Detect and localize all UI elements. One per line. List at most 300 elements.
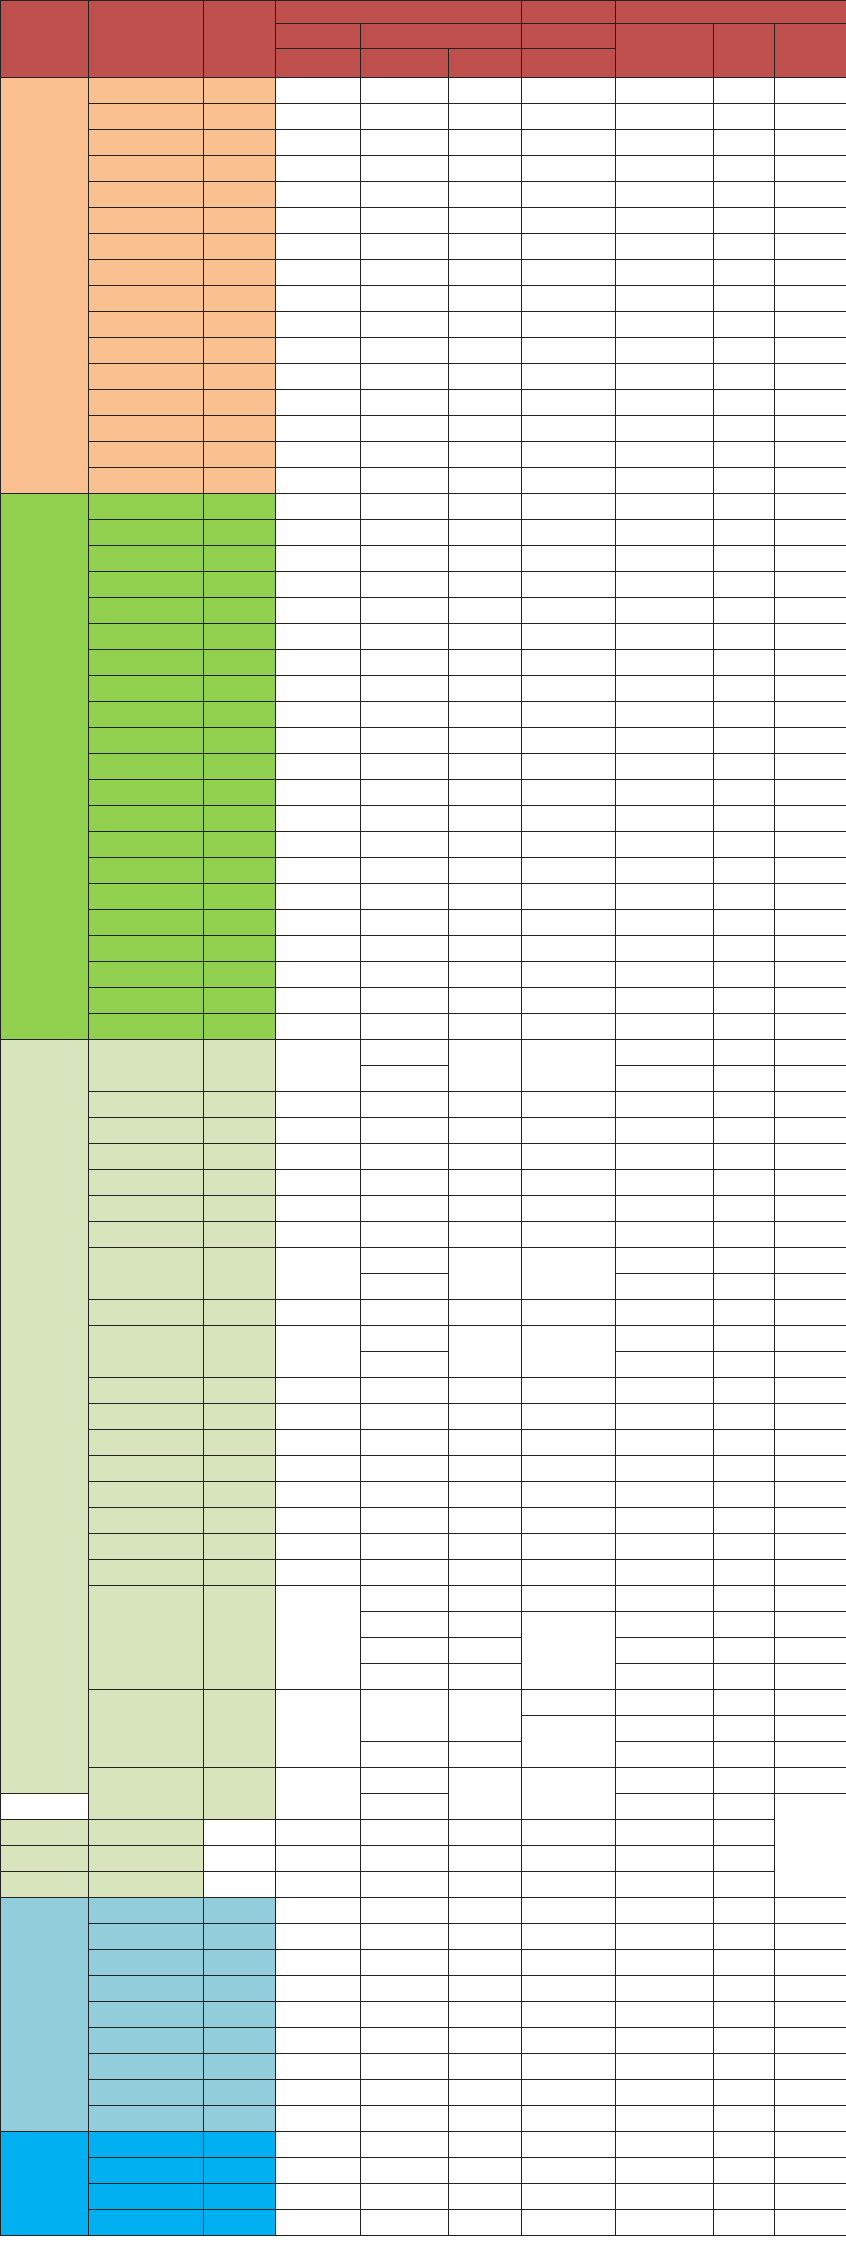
- limit-count-cell: [775, 2028, 846, 2054]
- variety-code: [204, 832, 276, 858]
- variety-code: [204, 2106, 276, 2132]
- special-contract: [361, 702, 449, 728]
- header-limit-info: [616, 1, 846, 24]
- limit-count-cell: [775, 1092, 846, 1118]
- limit-contract-cell: [616, 2158, 714, 2184]
- table-row: [1, 2106, 846, 2132]
- limit-contract-cell: [616, 1378, 714, 1404]
- limit-board-cell: [714, 1144, 775, 1170]
- limit-count-cell: [775, 1690, 846, 1716]
- variety-name: [89, 1404, 204, 1430]
- limit-contract-cell: [616, 650, 714, 676]
- limit-normal: [522, 1560, 616, 1586]
- variety-code: [204, 1430, 276, 1456]
- limit-board-cell: [714, 1508, 775, 1534]
- special-contract: [361, 728, 449, 754]
- limit-contract-cell: [522, 1872, 616, 1898]
- header-count: [775, 24, 846, 78]
- variety-name: [89, 2184, 204, 2210]
- limit-count-cell: [775, 858, 846, 884]
- variety-name: [89, 442, 204, 468]
- limit-contract-cell: [616, 494, 714, 520]
- variety-code: [204, 442, 276, 468]
- special-contract: [361, 182, 449, 208]
- exchange-zz: [1, 1040, 89, 1794]
- variety-code: [204, 1170, 276, 1196]
- special-contract: [361, 1066, 449, 1092]
- limit-count-cell: [775, 364, 846, 390]
- limit-count-cell: [775, 1144, 846, 1170]
- variety-code: [204, 702, 276, 728]
- variety-name: [89, 676, 204, 702]
- limit-contract-cell: [616, 1118, 714, 1144]
- special-contract: [361, 910, 449, 936]
- limit-board-cell: [714, 1690, 775, 1716]
- variety-name: [89, 260, 204, 286]
- special-ratio: [449, 572, 522, 598]
- variety-code: [204, 364, 276, 390]
- limit-board-cell: [714, 546, 775, 572]
- margin-normal: [276, 1170, 361, 1196]
- limit-contract-cell: [616, 520, 714, 546]
- margin-normal: [276, 1430, 361, 1456]
- special-contract: [361, 130, 449, 156]
- limit-board-cell: [714, 1222, 775, 1248]
- limit-contract-cell: [616, 754, 714, 780]
- limit-board-cell: [714, 806, 775, 832]
- limit-count-cell: [775, 780, 846, 806]
- special-ratio: [449, 416, 522, 442]
- variety-code: [204, 1248, 276, 1300]
- limit-count-cell: [775, 1196, 846, 1222]
- variety-name: [89, 208, 204, 234]
- limit-contract-cell: [616, 1976, 714, 2002]
- limit-contract-cell: [616, 884, 714, 910]
- limit-board-cell: [714, 1274, 775, 1300]
- variety-name: [89, 286, 204, 312]
- table-row: [1, 1690, 846, 1716]
- margin-normal: [276, 754, 361, 780]
- variety-code: [89, 1846, 204, 1872]
- variety-code: [204, 1196, 276, 1222]
- special-ratio: [449, 520, 522, 546]
- limit-count-cell: [775, 1170, 846, 1196]
- limit-normal: [522, 1170, 616, 1196]
- special-ratio: [449, 286, 522, 312]
- limit-count-cell: [775, 2210, 846, 2236]
- variety-code: [204, 1534, 276, 1560]
- header-limit-range: [522, 1, 616, 24]
- special-ratio: [449, 832, 522, 858]
- variety-name: [89, 494, 204, 520]
- limit-board-cell: [714, 156, 775, 182]
- margin-normal: [276, 1482, 361, 1508]
- exchange-zj: [1, 1898, 89, 2132]
- table-row: [1, 1222, 846, 1248]
- limit-count-cell: [775, 2054, 846, 2080]
- variety-code: [204, 780, 276, 806]
- limit-board-cell: [714, 1040, 775, 1066]
- special-contract: [361, 2184, 449, 2210]
- variety-code: [204, 754, 276, 780]
- variety-name: [89, 832, 204, 858]
- variety-code: [204, 312, 276, 338]
- variety-name: [89, 416, 204, 442]
- limit-contract-cell: [616, 1040, 714, 1066]
- special-contract: [361, 2002, 449, 2028]
- limit-normal: [522, 1222, 616, 1248]
- table-row: [1, 1196, 846, 1222]
- limit-normal: [522, 494, 616, 520]
- variety-code: [204, 650, 276, 676]
- table-row: [1, 676, 846, 702]
- limit-board-cell: [714, 1378, 775, 1404]
- variety-code: [204, 806, 276, 832]
- header-code: [204, 1, 276, 78]
- limit-normal: [522, 1014, 616, 1040]
- special-contract: [361, 1300, 449, 1326]
- special-ratio: [449, 1482, 522, 1508]
- limit-contract-cell: [616, 338, 714, 364]
- variety-code: [204, 624, 276, 650]
- header-other-standard: [361, 24, 522, 49]
- margin-normal: [276, 884, 361, 910]
- margin-normal: [276, 572, 361, 598]
- exchange-dl: [1, 494, 89, 1040]
- variety-code: [204, 1768, 276, 1820]
- variety-name: [89, 1014, 204, 1040]
- margin-normal: [276, 858, 361, 884]
- limit-count-cell: [775, 1742, 846, 1768]
- special-ratio: [449, 1924, 522, 1950]
- limit-contract-cell: [616, 1456, 714, 1482]
- limit-board-cell: [714, 728, 775, 754]
- limit-contract-cell: [616, 1638, 714, 1664]
- variety-name: [89, 598, 204, 624]
- limit-contract-cell: [616, 702, 714, 728]
- limit-count-cell: [775, 520, 846, 546]
- margin-normal: [276, 1040, 361, 1092]
- special-ratio: [449, 1534, 522, 1560]
- special-contract: [361, 1378, 449, 1404]
- special-contract: [361, 2080, 449, 2106]
- limit-contract-cell: [616, 104, 714, 130]
- variety-code: [204, 2002, 276, 2028]
- margin-normal: [276, 1092, 361, 1118]
- table-row: [1, 1586, 846, 1612]
- special-ratio: [449, 1560, 522, 1586]
- limit-normal: [522, 650, 616, 676]
- special-contract: [361, 1170, 449, 1196]
- limit-contract-cell: [616, 1898, 714, 1924]
- limit-board-cell: [714, 832, 775, 858]
- variety-name: [89, 962, 204, 988]
- variety-code: [204, 936, 276, 962]
- limit-normal: [522, 130, 616, 156]
- limit-count-cell: [775, 910, 846, 936]
- limit-count-cell: [775, 1560, 846, 1586]
- limit-count-cell: [775, 1118, 846, 1144]
- limit-board-cell: [714, 2210, 775, 2236]
- limit-board-cell: [714, 1924, 775, 1950]
- limit-board-cell: [714, 494, 775, 520]
- margin-normal: [276, 910, 361, 936]
- limit-board-cell: [714, 1742, 775, 1768]
- variety-code: [204, 598, 276, 624]
- table-row: [1, 390, 846, 416]
- variety-name: [89, 1898, 204, 1924]
- limit-board-cell: [714, 2002, 775, 2028]
- margin-normal: [276, 936, 361, 962]
- margin-normal: [276, 650, 361, 676]
- table-row: [1, 2158, 846, 2184]
- variety-code: [204, 2184, 276, 2210]
- limit-contract-cell: [616, 1014, 714, 1040]
- header-normal-a: [276, 24, 361, 49]
- special-ratio: [449, 1638, 522, 1664]
- special-ratio: [449, 624, 522, 650]
- variety-code: [204, 1326, 276, 1378]
- special-contract: [361, 338, 449, 364]
- variety-code: [204, 208, 276, 234]
- table-row: [1, 650, 846, 676]
- special-ratio: [449, 1248, 522, 1300]
- limit-count-cell: [775, 1326, 846, 1352]
- variety-code: [204, 1092, 276, 1118]
- special-ratio: [449, 546, 522, 572]
- variety-code: [204, 520, 276, 546]
- special-contract: [361, 104, 449, 130]
- limit-normal: [522, 702, 616, 728]
- variety-name: [89, 1196, 204, 1222]
- limit-board-cell: [714, 962, 775, 988]
- special-ratio: [449, 2002, 522, 2028]
- variety-name: [89, 1586, 204, 1690]
- limit-normal: [522, 806, 616, 832]
- variety-name: [89, 182, 204, 208]
- limit-board-cell: [714, 1196, 775, 1222]
- special-contract: [361, 468, 449, 494]
- variety-name: [1, 1820, 89, 1846]
- special-ratio: [361, 1872, 449, 1898]
- limit-normal: [522, 1378, 616, 1404]
- limit-count-cell: [775, 884, 846, 910]
- margin-normal: [276, 1378, 361, 1404]
- special-ratio: [449, 2132, 522, 2158]
- limit-contract-cell: [616, 1352, 714, 1378]
- special-ratio: [449, 2184, 522, 2210]
- limit-board-cell: [714, 2106, 775, 2132]
- limit-board-cell: [714, 234, 775, 260]
- limit-normal: [522, 2106, 616, 2132]
- limit-count-cell: [775, 1014, 846, 1040]
- limit-normal: [522, 546, 616, 572]
- variety-name: [89, 1248, 204, 1300]
- limit-board-cell: [714, 2184, 775, 2210]
- variety-code: [204, 728, 276, 754]
- header-margin-ratio: [276, 1, 522, 24]
- limit-contract-cell: [616, 546, 714, 572]
- limit-normal: [449, 1820, 522, 1846]
- special-ratio: [449, 1222, 522, 1248]
- header-contract-b: [616, 24, 714, 78]
- table-row: [1, 1300, 846, 1326]
- limit-normal: [522, 1482, 616, 1508]
- exchange-ny: [1, 2132, 89, 2236]
- special-ratio: [449, 1430, 522, 1456]
- limit-contract-cell: [616, 416, 714, 442]
- special-ratio: [449, 1326, 522, 1378]
- limit-board-cell: [714, 1352, 775, 1378]
- special-ratio: [449, 962, 522, 988]
- limit-contract-cell: [616, 728, 714, 754]
- special-ratio: [449, 1404, 522, 1430]
- limit-normal: [522, 416, 616, 442]
- limit-contract-cell: [616, 2054, 714, 2080]
- limit-contract-cell: [616, 1716, 714, 1742]
- margin-normal: [276, 1196, 361, 1222]
- variety-name: [89, 1170, 204, 1196]
- margin-normal: [276, 962, 361, 988]
- limit-normal: [522, 1768, 616, 1820]
- variety-name: [89, 858, 204, 884]
- limit-board-cell: [714, 676, 775, 702]
- variety-code: [89, 1872, 204, 1898]
- special-ratio: [449, 1040, 522, 1092]
- limit-contract-cell: [616, 2132, 714, 2158]
- special-ratio: [449, 598, 522, 624]
- limit-count-cell: [714, 1872, 775, 1898]
- variety-code: [204, 260, 276, 286]
- special-contract: [361, 676, 449, 702]
- margin-normal: [276, 1534, 361, 1560]
- margin-normal: [276, 2028, 361, 2054]
- limit-contract-cell: [616, 1742, 714, 1768]
- table-row: [1, 1014, 846, 1040]
- special-contract: [361, 364, 449, 390]
- table-row: [1, 572, 846, 598]
- limit-normal: [449, 1872, 522, 1898]
- table-row: [1, 1326, 846, 1352]
- variety-code: [204, 130, 276, 156]
- limit-contract-cell: [616, 1508, 714, 1534]
- table-row: [1, 2054, 846, 2080]
- variety-code: [204, 1404, 276, 1430]
- special-contract: [361, 858, 449, 884]
- variety-name: [89, 1326, 204, 1378]
- limit-contract-cell: [616, 130, 714, 156]
- limit-contract-cell: [616, 2028, 714, 2054]
- table-row: [1, 1092, 846, 1118]
- variety-name: [89, 130, 204, 156]
- margin-normal: [276, 2002, 361, 2028]
- limit-count-cell: [775, 1378, 846, 1404]
- limit-contract-cell: [616, 260, 714, 286]
- limit-count-cell: [775, 2080, 846, 2106]
- limit-board-cell: [714, 2132, 775, 2158]
- limit-count-cell: [775, 78, 846, 104]
- variety-name: [89, 1040, 204, 1092]
- variety-name: [89, 1430, 204, 1456]
- limit-board-cell: [714, 312, 775, 338]
- margin-normal: [276, 1508, 361, 1534]
- limit-contract-cell: [522, 1820, 616, 1846]
- limit-normal: [522, 1534, 616, 1560]
- table-row: [1, 1846, 846, 1872]
- variety-name: [89, 520, 204, 546]
- limit-normal: [522, 988, 616, 1014]
- table-row: [1, 260, 846, 286]
- limit-normal: [522, 468, 616, 494]
- limit-count-cell: [775, 624, 846, 650]
- special-ratio: [449, 650, 522, 676]
- limit-board-cell: [714, 650, 775, 676]
- limit-normal: [522, 780, 616, 806]
- limit-normal: [522, 2210, 616, 2236]
- limit-board-cell: [714, 1716, 775, 1742]
- variety-code: [204, 1482, 276, 1508]
- special-contract: [361, 806, 449, 832]
- variety-code: [204, 78, 276, 104]
- special-contract: [276, 1820, 361, 1846]
- variety-name: [89, 2158, 204, 2184]
- special-ratio: [449, 1092, 522, 1118]
- margin-normal: [276, 1222, 361, 1248]
- limit-count-cell: [775, 1534, 846, 1560]
- limit-board-cell: [714, 442, 775, 468]
- limit-count-cell: [775, 442, 846, 468]
- special-ratio: [449, 780, 522, 806]
- table-row: [1, 364, 846, 390]
- limit-board-cell: [714, 1456, 775, 1482]
- limit-contract-cell: [616, 1222, 714, 1248]
- variety-code: [204, 1014, 276, 1040]
- special-contract: [361, 1924, 449, 1950]
- special-contract: [361, 2158, 449, 2184]
- limit-normal: [522, 2028, 616, 2054]
- limit-contract-cell: [616, 78, 714, 104]
- limit-count-cell: [775, 1066, 846, 1092]
- limit-normal: [522, 390, 616, 416]
- table-row: [1, 312, 846, 338]
- limit-top: [522, 1586, 616, 1612]
- limit-count-cell: [775, 1638, 846, 1664]
- variety-code: [204, 1508, 276, 1534]
- limit-count-cell: [775, 1300, 846, 1326]
- special-ratio: [449, 910, 522, 936]
- table-row: [1, 884, 846, 910]
- table-row: [1, 988, 846, 1014]
- special-ratio: [449, 884, 522, 910]
- margin-normal: [276, 416, 361, 442]
- variety-name: [89, 2210, 204, 2236]
- margin-normal: [276, 2158, 361, 2184]
- table-row: [1, 1456, 846, 1482]
- table-row: [1, 1170, 846, 1196]
- limit-contract-cell: [616, 156, 714, 182]
- limit-count-cell: [775, 2158, 846, 2184]
- table-row: [1, 338, 846, 364]
- limit-board-cell: [714, 702, 775, 728]
- variety-code: [204, 416, 276, 442]
- margin-normal: [276, 1456, 361, 1482]
- variety-name: [89, 884, 204, 910]
- limit-count-cell: [775, 156, 846, 182]
- table-row: [1, 1768, 846, 1794]
- limit-count-cell: [775, 1482, 846, 1508]
- variety-code: [204, 1456, 276, 1482]
- margin-normal: [276, 2106, 361, 2132]
